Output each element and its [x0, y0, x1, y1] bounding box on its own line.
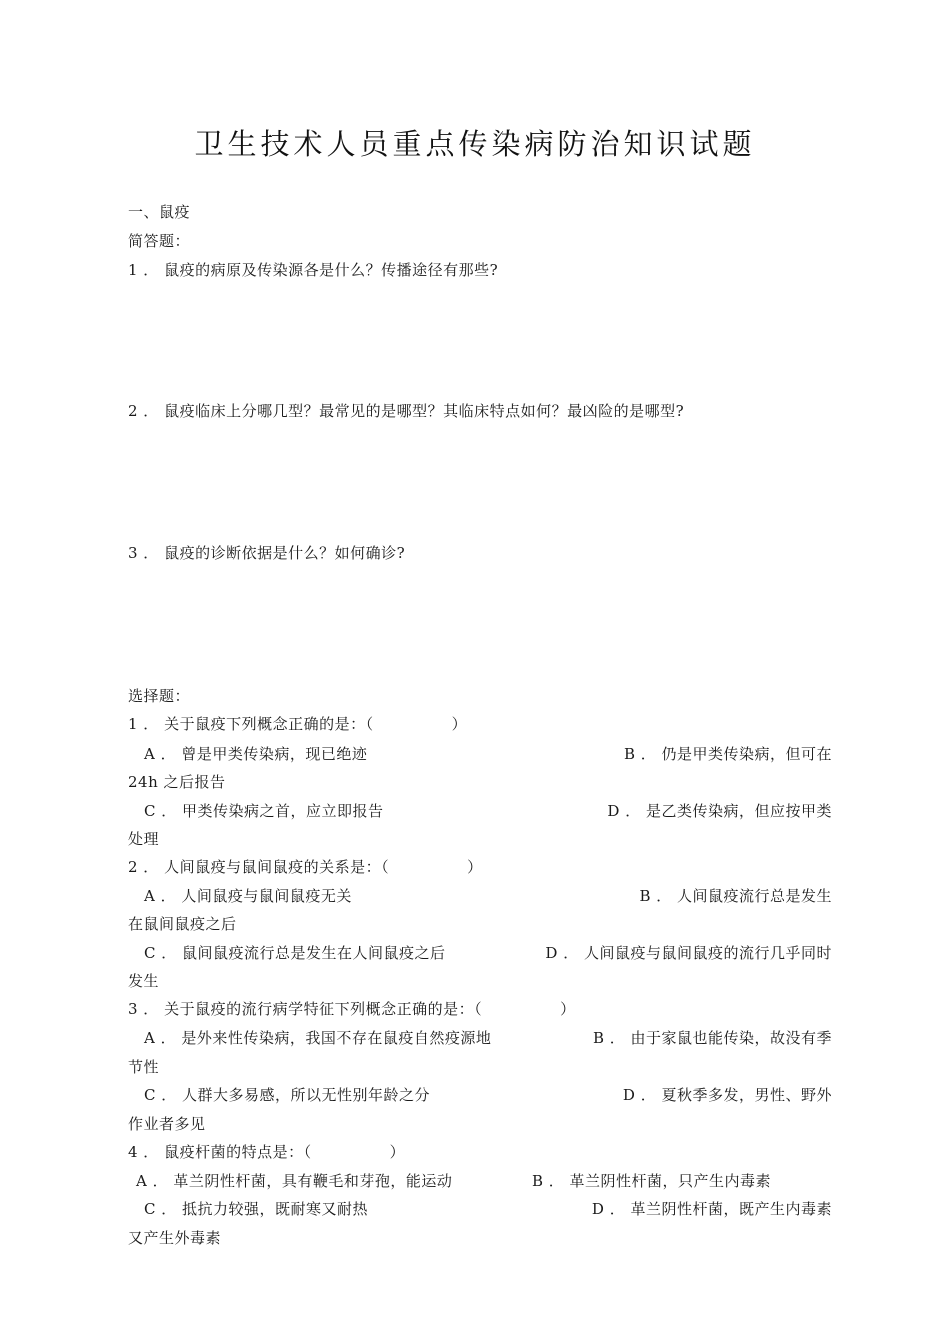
option-d-continued: 处理: [128, 830, 160, 848]
section-heading-plague: 一、鼠疫: [128, 203, 191, 221]
short-answer-heading: 简答题：: [128, 232, 191, 250]
option-b: B ． 由于家鼠也能传染，故没有季: [592, 1029, 832, 1047]
choice-question-stem-text: 4 ． 鼠疫杆菌的特点是：（: [128, 1143, 312, 1161]
choice-question-1-stem: [128, 714, 832, 734]
option-b-continued: 在鼠间鼠疫之后: [128, 915, 237, 933]
short-question-1: 1 ． 鼠疫的病原及传染源各是什么？传播途径有那些?: [128, 261, 499, 279]
choice-heading: 选择题：: [128, 687, 191, 705]
option-b: B ． 人间鼠疫流行总是发生: [639, 887, 832, 905]
choice-question-4-stem: [128, 1142, 832, 1162]
option-d-continued: 作业者多见: [128, 1115, 206, 1133]
option-b-continued: 节性: [128, 1058, 160, 1076]
close-paren: ）: [451, 715, 468, 733]
option-b: B ． 仍是甲类传染病，但可在: [623, 745, 832, 763]
document-title: 卫生技术人员重点传染病防治知识试题: [194, 127, 756, 161]
option-c: C ． 鼠间鼠疫流行总是发生在人间鼠疫之后: [144, 944, 446, 962]
choice-question-3-options-ab: [128, 1028, 832, 1048]
choice-question-2-stem: [128, 857, 832, 877]
option-c: C ． 甲类传染病之首，应立即报告: [144, 802, 384, 820]
choice-question-4-options-cd: [128, 1199, 832, 1219]
choice-question-1-options-cd: [128, 801, 832, 821]
option-c: C ． 抵抗力较强，既耐寒又耐热: [144, 1200, 369, 1218]
option-b: B ． 革兰阴性杆菌，只产生内毒素: [532, 1172, 772, 1190]
option-d: D ． 人间鼠疫与鼠间鼠疫的流行几乎同时: [545, 944, 832, 962]
choice-question-stem-text: 2 ． 人间鼠疫与鼠间鼠疫的关系是：（: [128, 858, 390, 876]
choice-question-2-options-cd: [128, 943, 832, 963]
choice-question-3-stem: [128, 999, 832, 1019]
close-paren: ）: [560, 1000, 576, 1018]
option-a: A ． 曾是甲类传染病，现已绝迹: [144, 745, 368, 763]
choice-question-4-options-ab: [128, 1171, 832, 1191]
option-b-continued: 24h 之后报告: [128, 773, 226, 791]
option-d-continued: 发生: [128, 972, 160, 990]
choice-question-1-options-ab: [128, 744, 832, 764]
close-paren: ）: [389, 1143, 406, 1161]
option-a: A ． 革兰阴性杆菌，具有鞭毛和芽孢，能运动: [136, 1172, 453, 1190]
short-question-2: 2 ． 鼠疫临床上分哪几型？最常见的是哪型？其临床特点如何？最凶险的是哪型?: [128, 402, 685, 420]
option-a: A ． 人间鼠疫与鼠间鼠疫无关: [144, 887, 352, 905]
choice-question-2-options-ab: [128, 886, 832, 906]
option-d-continued: 又产生外毒素: [128, 1229, 222, 1247]
choice-question-stem-text: 3 ． 关于鼠疫的流行病学特征下列概念正确的是：（: [128, 1000, 483, 1018]
option-c: C ． 人群大多易感，所以无性别年龄之分: [144, 1086, 431, 1104]
choice-question-stem-text: 1 ． 关于鼠疫下列概念正确的是：（: [128, 715, 374, 733]
choice-question-3-options-cd: [128, 1085, 832, 1105]
option-d: D ． 是乙类传染病，但应按甲类: [607, 802, 832, 820]
close-paren: ）: [467, 858, 483, 876]
short-question-3: 3 ． 鼠疫的诊断依据是什么？如何确诊?: [128, 544, 406, 562]
option-a: A ． 是外来性传染病，我国不存在鼠疫自然疫源地: [144, 1029, 492, 1047]
option-d: D ． 革兰阴性杆菌，既产生内毒素: [591, 1200, 832, 1218]
option-d: D ． 夏秋季多发，男性、野外: [622, 1086, 832, 1104]
